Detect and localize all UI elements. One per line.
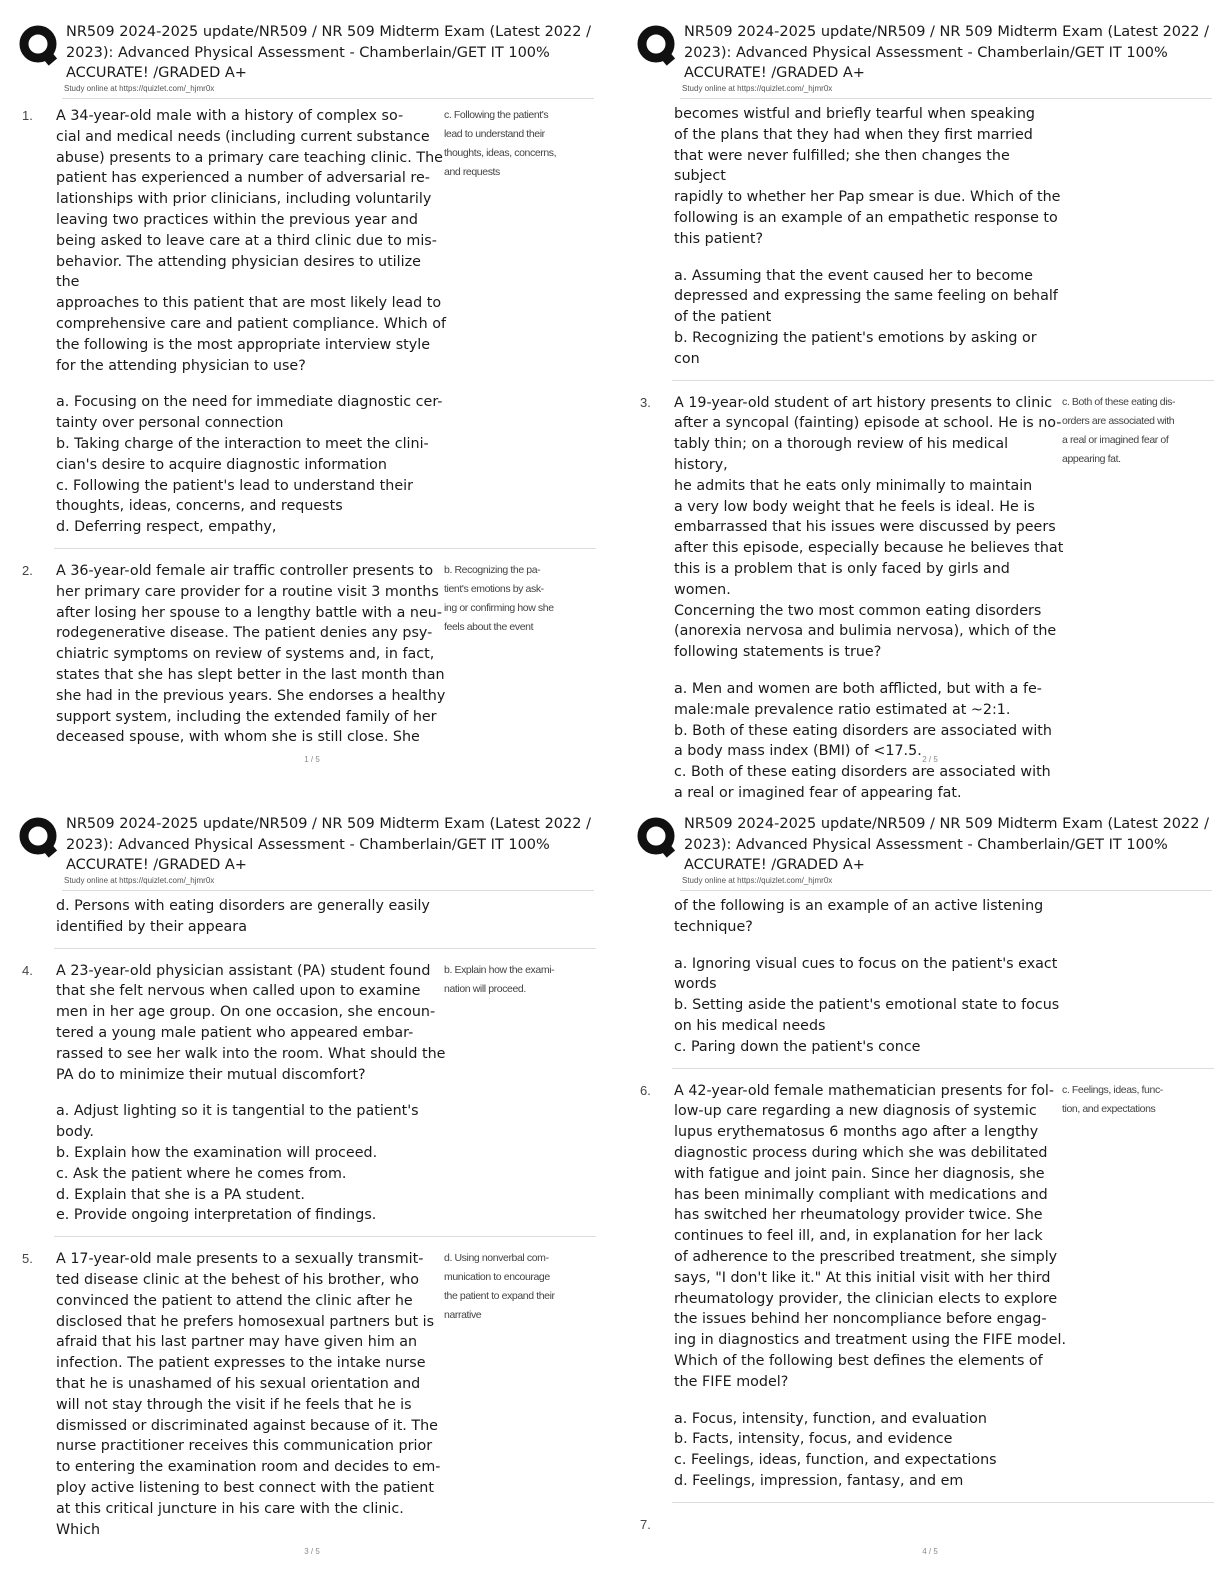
answer-text: c. Both of these eating dis- orders are associated with a real or imagined fear of appearing fat. <box>1062 395 1176 465</box>
page-number: 1 / 5 <box>304 755 320 764</box>
page-header <box>18 810 606 892</box>
question-number: 7. <box>640 1516 651 1532</box>
question-5-continued: of the following is an example of an active listening technique? <box>674 898 1044 935</box>
document-page-2 <box>636 18 1224 801</box>
quizlet-logo-icon <box>18 816 60 858</box>
question-4 <box>18 961 606 1227</box>
quizlet-logo-icon <box>636 816 678 858</box>
document-title: NR509 2024-2025 update/NR509 / NR 509 Midterm Exam (Latest 2022 / 2023): Advanced Physical Assessment - Chamberlain/GET IT 100% ACCURATE! /GRADED A+ <box>684 816 1209 873</box>
question-2 <box>18 561 606 748</box>
document-title: NR509 2024-2025 update/NR509 / NR 509 Midterm Exam (Latest 2022 / 2023): Advanced Physical Assessment - Chamberlain/GET IT 100% ACCURATE! /GRADED A+ <box>66 24 591 81</box>
header-divider <box>680 890 1212 891</box>
header-divider <box>62 98 594 99</box>
document-page-3 <box>18 810 606 1570</box>
question-5 <box>18 1249 606 1540</box>
study-online-link[interactable]: Study online at https://quizlet.com/_hjmr0x <box>64 876 215 885</box>
question-3-continued: d. Persons with eating disorders are generally easily identified by their appeara <box>56 898 430 935</box>
question-divider <box>54 948 596 949</box>
question-divider <box>672 1068 1214 1069</box>
page-header <box>636 810 1224 892</box>
answer-text: c. Feelings, ideas, func- tion, and expectations <box>1062 1083 1163 1115</box>
question-stem: A 23-year-old physician assistant (PA) student found that she felt nervous when called upon to examine men in her age group. On one occasion, she encoun- tered a young male patient who appeared embar- rassed to see her walk into the room. What should the PA do to minimize their mutual discomfort? <box>56 962 446 1083</box>
quizlet-logo-icon <box>636 24 678 66</box>
question-options: a. Focus, intensity, function, and evaluation b. Facts, intensity, focus, and evidence c. Feelings, ideas, function, and expectations d. Feelings, impression, fantasy, and em <box>674 1410 997 1489</box>
answer-text: b. Recognizing the pa- tient's emotions by ask- ing or confirming how she feels about the event <box>444 563 554 633</box>
study-online-link[interactable]: Study online at https://quizlet.com/_hjmr0x <box>64 84 215 93</box>
document-page-4 <box>636 810 1224 1570</box>
question-6 <box>636 1081 1224 1492</box>
question-options: a. Adjust lighting so it is tangential to the patient's body. b. Explain how the examination will proceed. c. Ask the patient where he comes from. d. Explain that she is a PA student. e. Provide ongoing interpretation of findings. <box>56 1103 419 1224</box>
question-divider <box>54 1236 596 1237</box>
question-divider <box>54 548 596 549</box>
document-title: NR509 2024-2025 update/NR509 / NR 509 Midterm Exam (Latest 2022 / 2023): Advanced Physical Assessment - Chamberlain/GET IT 100% ACCURATE! /GRADED A+ <box>684 24 1209 81</box>
answer-text: c. Following the patient's lead to understand their thoughts, ideas, concerns, and requests <box>444 109 557 178</box>
question-number: 1. <box>22 108 33 123</box>
question-stem: A 17-year-old male presents to a sexually transmit- ted disease clinic at the behest of his brother, who convinced the patient to attend the clinic after he disclosed that he prefers homosexual partners but is afraid that his last partner may have given him an infection. The patient expresses to the intake nurse that he is unashamed of his sexual orientation and will not stay through the visit if he feels that he is dismissed or discriminated against because of it. The nurse practitioner receives this communication prior to entering the examination room and decides to em- ploy active listening to best connect with the patient at this critical juncture in his care with the clinic. Which <box>56 1251 441 1538</box>
question-2-continued: becomes wistful and briefly tearful when speaking of the plans that they had when they first married that were never fulfilled; she then changes the subject rapidly to whether her Pap smear is due. Which of the following is an example of an empathetic response to this patient? <box>674 106 1061 247</box>
document-title: NR509 2024-2025 update/NR509 / NR 509 Midterm Exam (Latest 2022 / 2023): Advanced Physical Assessment - Chamberlain/GET IT 100% ACCURATE! /GRADED A+ <box>66 816 591 873</box>
question-options: a. Focusing on the need for immediate diagnostic cer- tainty over personal connection b. Taking charge of the interaction to meet the clini- cian's desire to acquire diagnostic information c. Following the patient's lead to understand their thoughts, ideas, concerns, and requests d. Deferring respect, empathy, <box>56 394 443 536</box>
quizlet-logo-icon <box>18 24 60 66</box>
study-online-link[interactable]: Study online at https://quizlet.com/_hjmr0x <box>682 84 833 93</box>
question-stem: A 34-year-old male with a history of complex so- cial and medical needs (including current substance abuse) presents to a primary care teaching clinic. The patient has experienced a number of adversarial re- lationships with prior clinicians, including voluntarily leaving two practices within the previous year and being asked to leave care at a third clinic due to mis- behavior. The attending physician desires to utilize the approaches to this patient that are most likely lead to comprehensive care and patient compliance. Which of the following is the most appropriate interview style for the attending physician to use? <box>56 108 447 374</box>
study-online-link[interactable]: Study online at https://quizlet.com/_hjmr0x <box>682 876 833 885</box>
answer-text: d. Using nonverbal com- munication to encourage the patient to expand their narrative <box>444 1252 555 1322</box>
page-number: 4 / 5 <box>922 1547 938 1556</box>
question-number: 2. <box>22 562 33 578</box>
page-header <box>18 18 606 100</box>
question-number: 6. <box>640 1082 651 1098</box>
question-divider <box>672 380 1214 381</box>
question-options: a. Men and women are both afflicted, but with a fe- male:male prevalence ratio estimated at ~2:1. b. Both of these eating disorders are associated with a body mass index (BMI) of <17.5. c. Both of these eating disorders are associated with a real or imagined fear of appearing fat. <box>674 680 1052 801</box>
question-number: 3. <box>640 394 651 410</box>
question-number: 4. <box>22 962 33 978</box>
header-divider <box>62 890 594 891</box>
page-number: 2 / 5 <box>922 755 938 764</box>
question-divider <box>672 1502 1214 1503</box>
question-stem: A 19-year-old student of art history presents to clinic after a syncopal (fainting) episode at school. He is no- tably thin; on a thorough review of his medical history, he admits that he eats only minimally to maintain a very low body weight that he feels is ideal. He is embarrassed that his issues were discussed by peers after this episode, especially because he believes that this is a problem that is only faced by girls and women. Concerning the two most common eating disorders (anorexia nervosa and bulimia nervosa), which of the following statements is true? <box>674 394 1064 661</box>
answer-text: b. Explain how the exami- nation will proceed. <box>444 963 555 995</box>
question-stem: A 42-year-old female mathematician presents for fol- low-up care regarding a new diagnosis of systemic lupus erythematosus 6 months ago after a lengthy diagnostic process during which she was debilitated with fatigue and joint pain. Since her diagnosis, she has been minimally compliant with medications and has switched her rheumatology provider twice. She continues to feel ill, and, in explanation for her lack of adherence to the prescribed treatment, she simply says, "I don't like it." At this initial visit with her third rheumatology provider, the clinician elects to explore the issues behind her noncompliance before engag- ing in diagnostics and treatment using the FIFE model. Which of the following best defines the elements of the FIFE model? <box>674 1082 1066 1390</box>
question-options: a. Ignoring visual cues to focus on the patient's exact words b. Setting aside the patient's emotional state to focus on his medical needs c. Paring down the patient's conce <box>674 955 1060 1055</box>
document-page-1 <box>18 18 606 778</box>
question-1 <box>18 106 606 538</box>
page-header <box>636 18 1224 100</box>
header-divider <box>680 98 1212 99</box>
question-options: a. Assuming that the event caused her to become depressed and expressing the same feeling on behalf of the patient b. Recognizing the patient's emotions by asking or con <box>674 267 1058 367</box>
question-stem: A 36-year-old female air traffic controller presents to her primary care provider for a routine visit 3 months after losing her spouse to a lengthy battle with a neu- rodegenerative disease. The patient denies any psy- chiatric symptoms on review of systems and, in fact, states that she has slept better in the last month than she had in the previous years. She endorses a healthy support system, including the extended family of her deceased spouse, with whom she is still close. She <box>56 562 446 746</box>
question-number: 5. <box>22 1251 33 1267</box>
question-3 <box>636 393 1224 804</box>
page-number: 3 / 5 <box>304 1547 320 1556</box>
